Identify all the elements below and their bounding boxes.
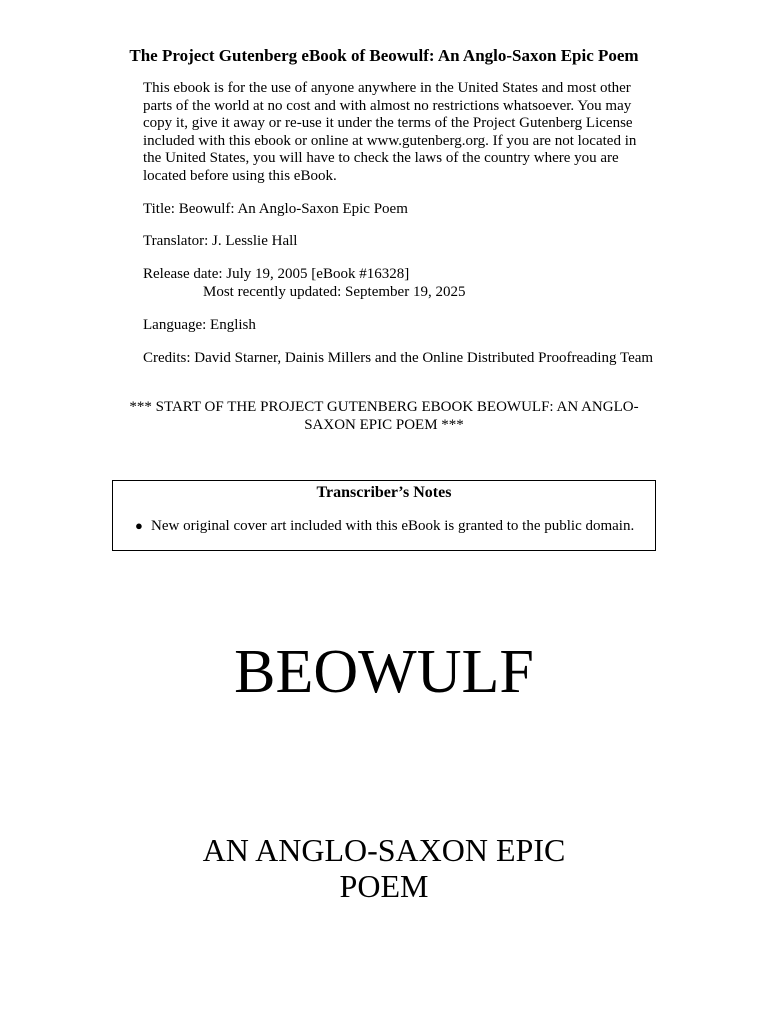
license-intro: This ebook is for the use of anyone anywhere in the United States and most other parts of the world at no cost and with almost no restrictions whatsoever. You may copy it, give it away or re-use it under the terms of the Project Gutenberg License included with this ebook or online at www.gutenberg.org. If you are not located in the United States, you will have to check the laws of the country where you are located before using this eBook. bbox=[143, 80, 637, 184]
meta-language: Language: English bbox=[143, 317, 256, 333]
start-marker: *** START OF THE PROJECT GUTENBERG EBOOK BEOWULF: AN ANGLO-SAXON EPIC POEM *** bbox=[129, 399, 639, 433]
meta-updated: Most recently updated: September 19, 2025 bbox=[203, 284, 466, 300]
meta-credits: Credits: David Starner, Dainis Millers and the Online Distributed Proofreading Team bbox=[143, 350, 654, 366]
bullet-icon: ● bbox=[135, 518, 143, 533]
meta-translator: Translator: J. Lesslie Hall bbox=[143, 233, 298, 249]
transcriber-notes-list bbox=[135, 517, 634, 535]
meta-release-date: Release date: July 19, 2005 [eBook #16328] bbox=[143, 266, 410, 282]
list-item bbox=[135, 517, 634, 535]
transcriber-notes-heading: Transcriber’s Notes bbox=[316, 484, 452, 501]
page-title: The Project Gutenberg eBook of Beowulf: An Anglo-Saxon Epic Poem bbox=[129, 46, 639, 65]
note-text: New original cover art included with this eBook is granted to the public domain. bbox=[151, 518, 635, 534]
transcriber-notes-box bbox=[112, 480, 656, 551]
meta-title: Title: Beowulf: An Anglo-Saxon Epic Poem bbox=[143, 201, 408, 217]
book-title: BEOWULF bbox=[234, 638, 534, 706]
book-subtitle: AN ANGLO-SAXON EPIC POEM bbox=[202, 832, 566, 904]
